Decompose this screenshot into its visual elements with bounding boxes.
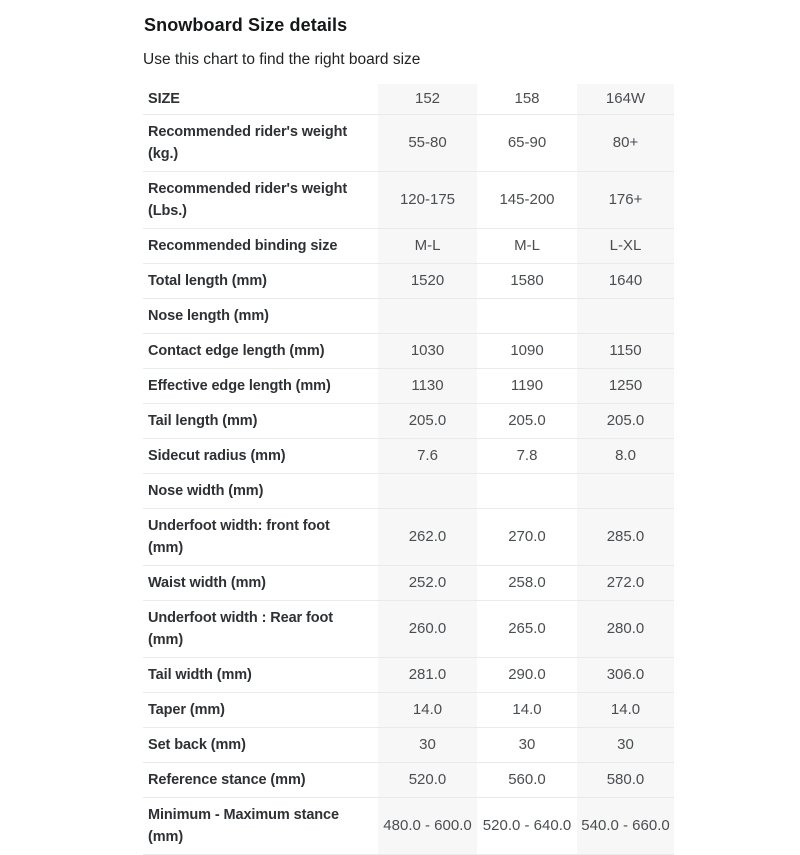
row-value: 145-200	[477, 172, 577, 229]
row-value: 252.0	[378, 566, 477, 601]
row-value: 272.0	[577, 566, 674, 601]
row-value: 30	[577, 728, 674, 763]
row-value: 1150	[577, 334, 674, 369]
size-details-section	[143, 0, 674, 855]
table-row	[143, 474, 674, 509]
row-value: 55-80	[378, 115, 477, 172]
table-row	[143, 728, 674, 763]
table-row	[143, 334, 674, 369]
row-value: 262.0	[378, 509, 477, 566]
row-value: 120-175	[378, 172, 477, 229]
row-value: 205.0	[577, 404, 674, 439]
row-value: 205.0	[477, 404, 577, 439]
table-row	[143, 763, 674, 798]
row-label: Sidecut radius (mm)	[148, 448, 286, 464]
row-value	[477, 299, 577, 334]
row-value: 306.0	[577, 658, 674, 693]
row-label: Recommended rider's weight (Lbs.)	[148, 181, 348, 219]
page-subtitle: Use this chart to find the right board size	[143, 51, 421, 68]
page-title: Snowboard Size details	[144, 15, 348, 35]
row-value: 520.0 - 640.0	[477, 798, 577, 855]
row-value: 281.0	[378, 658, 477, 693]
row-value: M-L	[378, 229, 477, 264]
row-label: Reference stance (mm)	[148, 772, 306, 788]
row-label: Minimum - Maximum stance (mm)	[148, 807, 339, 845]
table-row	[143, 798, 674, 855]
size-column-header: 152	[378, 84, 477, 115]
row-label: Taper (mm)	[148, 702, 225, 718]
row-value: 7.8	[477, 439, 577, 474]
table-row	[143, 439, 674, 474]
table-row	[143, 299, 674, 334]
row-label: Underfoot width: front foot (mm)	[148, 518, 330, 556]
size-column-header: 158	[477, 84, 577, 115]
row-label: Underfoot width : Rear foot (mm)	[148, 610, 333, 648]
table-row	[143, 264, 674, 299]
row-value: 280.0	[577, 601, 674, 658]
row-label: Nose width (mm)	[148, 483, 264, 499]
row-value: 14.0	[477, 693, 577, 728]
row-value: 1130	[378, 369, 477, 404]
table-row	[143, 172, 674, 229]
row-label: Recommended rider's weight (kg.)	[148, 124, 348, 162]
row-value: 205.0	[378, 404, 477, 439]
row-label: Nose length (mm)	[148, 308, 269, 324]
row-label: Total length (mm)	[148, 273, 267, 289]
row-value: 1640	[577, 264, 674, 299]
row-value: 80+	[577, 115, 674, 172]
row-value: 14.0	[577, 693, 674, 728]
table-row	[143, 566, 674, 601]
row-label: Effective edge length (mm)	[148, 378, 331, 394]
table-row	[143, 693, 674, 728]
row-value: 540.0 - 660.0	[577, 798, 674, 855]
size-header-label: SIZE	[148, 91, 180, 107]
row-label: Tail length (mm)	[148, 413, 258, 429]
row-label: Tail width (mm)	[148, 667, 252, 683]
size-chart-table	[143, 84, 674, 855]
row-value: 290.0	[477, 658, 577, 693]
row-value: 1580	[477, 264, 577, 299]
row-label: Set back (mm)	[148, 737, 246, 753]
table-header-row	[143, 84, 674, 115]
row-value: 7.6	[378, 439, 477, 474]
table-row	[143, 229, 674, 264]
row-value: L-XL	[577, 229, 674, 264]
row-value	[378, 299, 477, 334]
row-value: 580.0	[577, 763, 674, 798]
row-value: 1030	[378, 334, 477, 369]
row-value: 260.0	[378, 601, 477, 658]
row-value: 65-90	[477, 115, 577, 172]
table-row	[143, 658, 674, 693]
row-value: 480.0 - 600.0	[378, 798, 477, 855]
row-value: 270.0	[477, 509, 577, 566]
row-value: M-L	[477, 229, 577, 264]
row-value	[577, 299, 674, 334]
row-value: 8.0	[577, 439, 674, 474]
row-value: 176+	[577, 172, 674, 229]
row-value	[378, 474, 477, 509]
row-label: Recommended binding size	[148, 238, 338, 254]
row-value: 1520	[378, 264, 477, 299]
size-column-header: 164W	[577, 84, 674, 115]
table-row	[143, 369, 674, 404]
row-value: 285.0	[577, 509, 674, 566]
row-value: 520.0	[378, 763, 477, 798]
row-value: 1250	[577, 369, 674, 404]
table-row	[143, 509, 674, 566]
row-value	[477, 474, 577, 509]
table-row	[143, 601, 674, 658]
row-value: 560.0	[477, 763, 577, 798]
row-label: Waist width (mm)	[148, 575, 266, 591]
row-value: 30	[378, 728, 477, 763]
table-row	[143, 115, 674, 172]
row-value	[577, 474, 674, 509]
row-value: 14.0	[378, 693, 477, 728]
row-value: 30	[477, 728, 577, 763]
row-value: 1190	[477, 369, 577, 404]
row-value: 1090	[477, 334, 577, 369]
row-value: 265.0	[477, 601, 577, 658]
row-value: 258.0	[477, 566, 577, 601]
row-label: Contact edge length (mm)	[148, 343, 325, 359]
table-row	[143, 404, 674, 439]
